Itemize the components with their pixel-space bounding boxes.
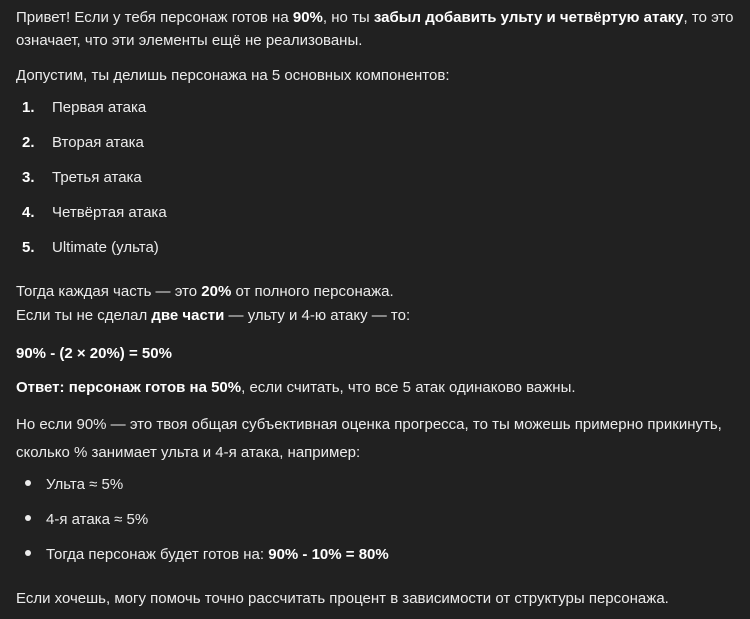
not-done-text-1: Если ты не сделал xyxy=(16,307,152,324)
each-part-line xyxy=(16,280,410,304)
list-item-number: 1. xyxy=(22,99,35,116)
assume-paragraph: Допустим, ты делишь персонажа на 5 основных компонентов: xyxy=(16,67,450,84)
subjective-paragraph: Но если 90% — это твоя общая субъективная оценка прогресса, то ты можешь примерно прикинуть, сколько % занимает ульта и 4-я атака, например: xyxy=(16,416,722,461)
list-item-label: Третья атака xyxy=(52,169,142,186)
list-item-number: 3. xyxy=(22,169,35,186)
intro-bold-missing: забыл добавить ульту и четвёртую атаку xyxy=(373,9,684,26)
not-done-text-2: — ульту и 4-ю атаку — то: xyxy=(224,307,411,324)
each-part-text-1: Тогда каждая часть — это xyxy=(16,283,202,300)
bullet-bold: 90% - 10% = 80% xyxy=(268,546,389,563)
answer-bold: Ответ: персонаж готов на 50% xyxy=(16,379,242,396)
list-item-number: 4. xyxy=(22,204,35,221)
list-item xyxy=(16,473,123,497)
not-done-line xyxy=(16,304,410,328)
bullet-text: Ульта ≈ 5% xyxy=(46,476,124,493)
list-item-number: 2. xyxy=(22,134,35,151)
each-part-bold: 20% xyxy=(201,283,232,300)
list-item-label: Вторая атака xyxy=(52,134,144,151)
each-part-text-2: от полного персонажа. xyxy=(231,283,394,300)
list-item xyxy=(16,508,148,532)
list-item xyxy=(16,96,146,120)
bullet-text: 4-я атака ≈ 5% xyxy=(46,511,149,528)
intro-text-2: , но ты xyxy=(322,9,374,26)
list-item-label: Первая атака xyxy=(52,99,147,116)
list-item xyxy=(16,236,159,260)
answer-text: , если считать, что все 5 атак одинаково важны. xyxy=(241,379,576,396)
bullet-dot xyxy=(25,515,31,521)
bullet-dot xyxy=(25,480,31,486)
list-item-label: Четвёртая атака xyxy=(52,204,167,221)
formula-text: 90% - (2 × 20%) = 50% xyxy=(16,345,172,362)
list-item xyxy=(16,166,142,190)
list-item-number: 5. xyxy=(22,239,35,256)
each-part-paragraph xyxy=(16,280,410,328)
bullet-dot xyxy=(25,550,31,556)
intro-bold-percent: 90% xyxy=(292,9,323,26)
list-item-label: Ultimate (ульта) xyxy=(52,239,159,256)
intro-paragraph xyxy=(16,6,736,52)
intro-text-1: Привет! Если у тебя персонаж готов на xyxy=(16,9,293,26)
formula-paragraph xyxy=(16,342,172,366)
not-done-bold: две части xyxy=(151,307,225,324)
list-item xyxy=(16,543,389,567)
list-item xyxy=(16,131,144,155)
list-item xyxy=(16,201,167,225)
bullet-text: Тогда персонаж будет готов на: xyxy=(46,546,269,563)
intro-text-3: , то это означает, что эти элементы ещё не реализованы. xyxy=(16,9,734,49)
outro-paragraph: Если хочешь, могу помочь точно рассчитать процент в зависимости от структуры персонажа. xyxy=(16,590,669,607)
answer-paragraph xyxy=(16,376,576,400)
